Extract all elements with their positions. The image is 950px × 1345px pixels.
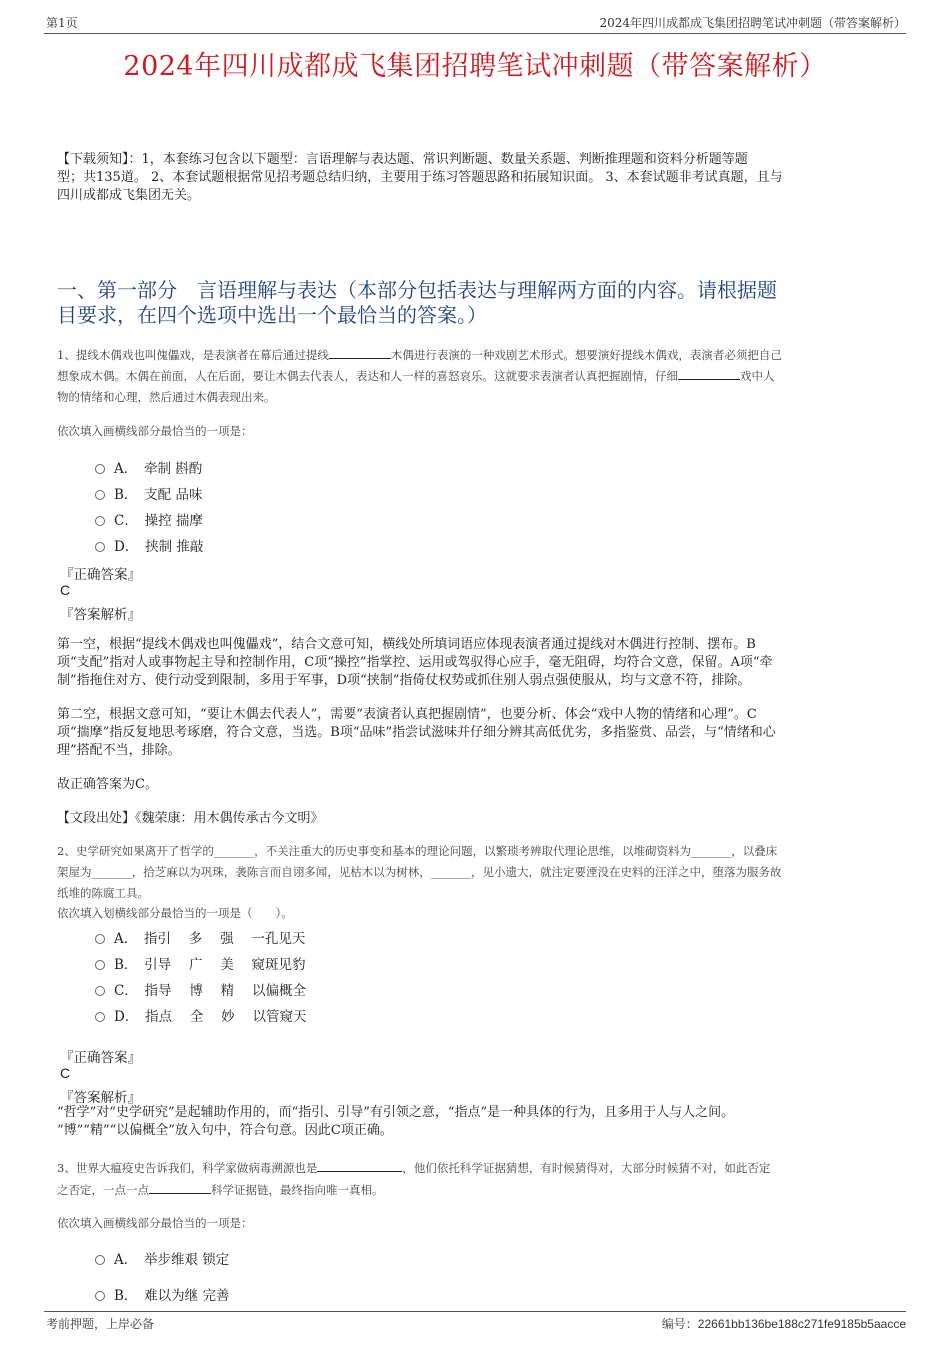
notice-line: 【下载须知】：1，本套练习包含以下题型：言语理解与表达题、常识判断题、数量关系题、判断推理题和资料分析题等题 <box>57 152 748 167</box>
q2-analysis <box>57 1104 907 1140</box>
q1-analysis-1 <box>57 636 907 690</box>
fill-blank <box>149 1182 211 1194</box>
radio-icon[interactable] <box>95 516 105 526</box>
question-3-prompt: 依次填入画横线部分最恰当的一项是： <box>57 1216 253 1230</box>
question-1-prompt: 依次填入画横线部分最恰当的一项是： <box>57 424 253 438</box>
option-label: A． 牵制 斟酌 <box>114 461 203 477</box>
stem-text: 科学证据链，最终指向唯一真相。 <box>211 1183 384 1197</box>
q1-source: 【文段出处】《魏荣康：用木偶传承古今文明》 <box>57 811 324 826</box>
question-2-prompt: 依次填入划横线部分最恰当的一项是（ ）。 <box>57 906 293 920</box>
answer-value: C <box>60 1065 71 1081</box>
radio-icon[interactable] <box>95 960 105 970</box>
stem-text: 纸堆的陈腐工具。 <box>57 886 149 900</box>
option-label: C． 操控 揣摩 <box>114 513 203 529</box>
radio-icon[interactable] <box>95 1255 105 1265</box>
footer-slogan: 考前押题，上岸必备 <box>46 1317 155 1331</box>
option-label: A． 举步维艰 锁定 <box>114 1252 230 1268</box>
q1-analysis-2 <box>57 706 907 760</box>
code-label: 编号： <box>661 1317 698 1331</box>
stem-text: 3、世界大瘟疫史告诉我们，科学家做病毒溯源也是 <box>57 1161 318 1175</box>
q1-option-c[interactable] <box>95 509 203 529</box>
footer-code <box>662 1315 906 1332</box>
q1-option-b[interactable] <box>95 483 202 503</box>
stem-text: 1、提线木偶戏也叫傀儡戏，是表演者在幕后通过提线 <box>57 348 329 362</box>
radio-icon[interactable] <box>95 934 105 944</box>
analysis-label: 『答案解析』 <box>60 1090 141 1106</box>
question-3-stem <box>57 1157 907 1201</box>
q1-option-d[interactable] <box>95 535 203 555</box>
analysis-line: 项“揣摩”指反复地思考琢磨，符合文意，当选。B项“品味”指尝试滋味并仔细分辨其高低优劣，多指鉴赏、品尝，与“情绪和心 <box>57 725 776 740</box>
analysis-line: “博”“精”“以偏概全”放入句中，符合句意。因此C项正确。 <box>57 1123 393 1138</box>
q2-option-b[interactable] <box>95 953 306 973</box>
analysis-line: 理”搭配不当，排除。 <box>57 743 181 758</box>
analysis-line: 第一空，根据“提线木偶戏也叫傀儡戏”，结合文意可知，横线处所填词语应体现表演者通过提线对木偶进行控制、摆布。B <box>57 637 756 652</box>
notice-line: 四川成都成飞集团无关。 <box>57 188 201 203</box>
stem-text: 木偶进行表演的一种戏剧艺术形式。想要演好提线木偶戏，表演者必须把自己 <box>390 348 782 362</box>
stem-text: ，他们依托科学证据猜想，有时候猜得对，大部分时候猜不对，如此否定 <box>402 1161 771 1175</box>
section-heading-line: 目要求，在四个选项中选出一个最恰当的答案。） <box>57 303 487 327</box>
q3-option-a[interactable] <box>95 1248 229 1268</box>
fill-blank <box>329 347 391 359</box>
notice-line: 型；共135道。 2、本套试题根据常见招考题总结归纳，主要用于练习答题思路和拓展知识面。 3、本套试题非考试真题，且与 <box>57 170 783 185</box>
option-label: D． 挟制 推敲 <box>114 539 204 555</box>
section-heading-line: 一、第一部分 言语理解与表达（本部分包括表达与理解两方面的内容。请根据题 <box>57 278 777 302</box>
header-doc-title: 2024年四川成都成飞集团招聘笔试冲刺题（带答案解析） <box>599 16 906 30</box>
stem-text: 之否定，一点一点 <box>57 1183 149 1197</box>
radio-icon[interactable] <box>95 490 105 500</box>
radio-icon[interactable] <box>95 542 105 552</box>
radio-icon[interactable] <box>95 1291 105 1301</box>
question-1-stem <box>57 345 907 408</box>
answer-value: C <box>60 582 71 598</box>
stem-text: 物的情绪和心理，然后通过木偶表现出来。 <box>57 390 276 404</box>
stem-text: 架屋为_______，拾芝麻以为巩珠，袭陈言而自诩多闻，见枯木以为树林，_______，见小遗大，就注定要湮没在史料的汪洋之中，堕落为服务故 <box>57 865 782 879</box>
analysis-line: 制”指拖住对方、使行动受到限制，多用于军事，D项“挟制”指倚仗权势或抓住别人弱点强使服从，均与文意不符，排除。 <box>57 673 751 688</box>
stem-text: 2、史学研究如果离开了哲学的_______，不关注重大的历史事变和基本的理论问题，以繁琐考辨取代理论思维，以堆砌资料为_______，以叠床 <box>57 844 778 858</box>
page-title: 2024年四川成都成飞集团招聘笔试冲刺题（带答案解析） <box>123 51 827 82</box>
option-label: A． 指引 多 强 一孔见天 <box>114 931 306 947</box>
download-notice <box>57 151 907 205</box>
stem-text: 想象成木偶。木偶在前面，人在后面，要让木偶去代表人，表达和人一样的喜怒哀乐。这就要求表演者认真把握剧情，仔细 <box>57 369 678 383</box>
question-2-stem <box>57 841 907 904</box>
radio-icon[interactable] <box>95 1012 105 1022</box>
option-label: B． 难以为继 完善 <box>114 1288 230 1304</box>
q2-option-a[interactable] <box>95 927 305 947</box>
option-label: B． 支配 品味 <box>114 487 203 503</box>
radio-icon[interactable] <box>95 986 105 996</box>
section-heading <box>57 278 907 328</box>
page-number: 第1页 <box>46 16 78 30</box>
fill-blank <box>678 368 740 380</box>
answer-label: 『正确答案』 <box>60 567 141 583</box>
stem-text: 戏中人 <box>740 369 775 383</box>
header-divider <box>44 33 906 34</box>
q1-conclusion: 故正确答案为C。 <box>57 777 158 792</box>
option-label: D． 指点 全 妙 以管窥天 <box>114 1009 307 1025</box>
analysis-line: 第二空，根据文意可知，“要让木偶去代表人”，需要“表演者认真把握剧情”，也要分析、体会“戏中人物的情绪和心理”。C <box>57 707 757 722</box>
radio-icon[interactable] <box>95 464 105 474</box>
option-label: B． 引导 广 美 窥斑见豹 <box>114 957 306 973</box>
code-value: 22661bb136be188c271fe9185b5aacce <box>697 1317 906 1331</box>
analysis-label: 『答案解析』 <box>60 607 141 623</box>
footer-divider <box>44 1311 906 1312</box>
option-label: C． 指导 博 精 以偏概全 <box>114 983 306 999</box>
answer-label: 『正确答案』 <box>60 1050 141 1066</box>
q3-option-b[interactable] <box>95 1284 229 1304</box>
fill-blank <box>317 1160 402 1172</box>
q1-option-a[interactable] <box>95 457 202 477</box>
analysis-line: “哲学”对“史学研究”是起辅助作用的，而“指引、引导”有引领之意，“指点”是一种具体的行为，且多用于人与人之间。 <box>57 1105 735 1120</box>
analysis-line: 项“支配”指对人或事物起主导和控制作用，C项“操控”指掌控、运用或驾驭得心应手，毫无阻碍，均符合文意，保留。A项“牵 <box>57 655 773 670</box>
q2-option-d[interactable] <box>95 1005 306 1025</box>
q2-option-c[interactable] <box>95 979 306 999</box>
